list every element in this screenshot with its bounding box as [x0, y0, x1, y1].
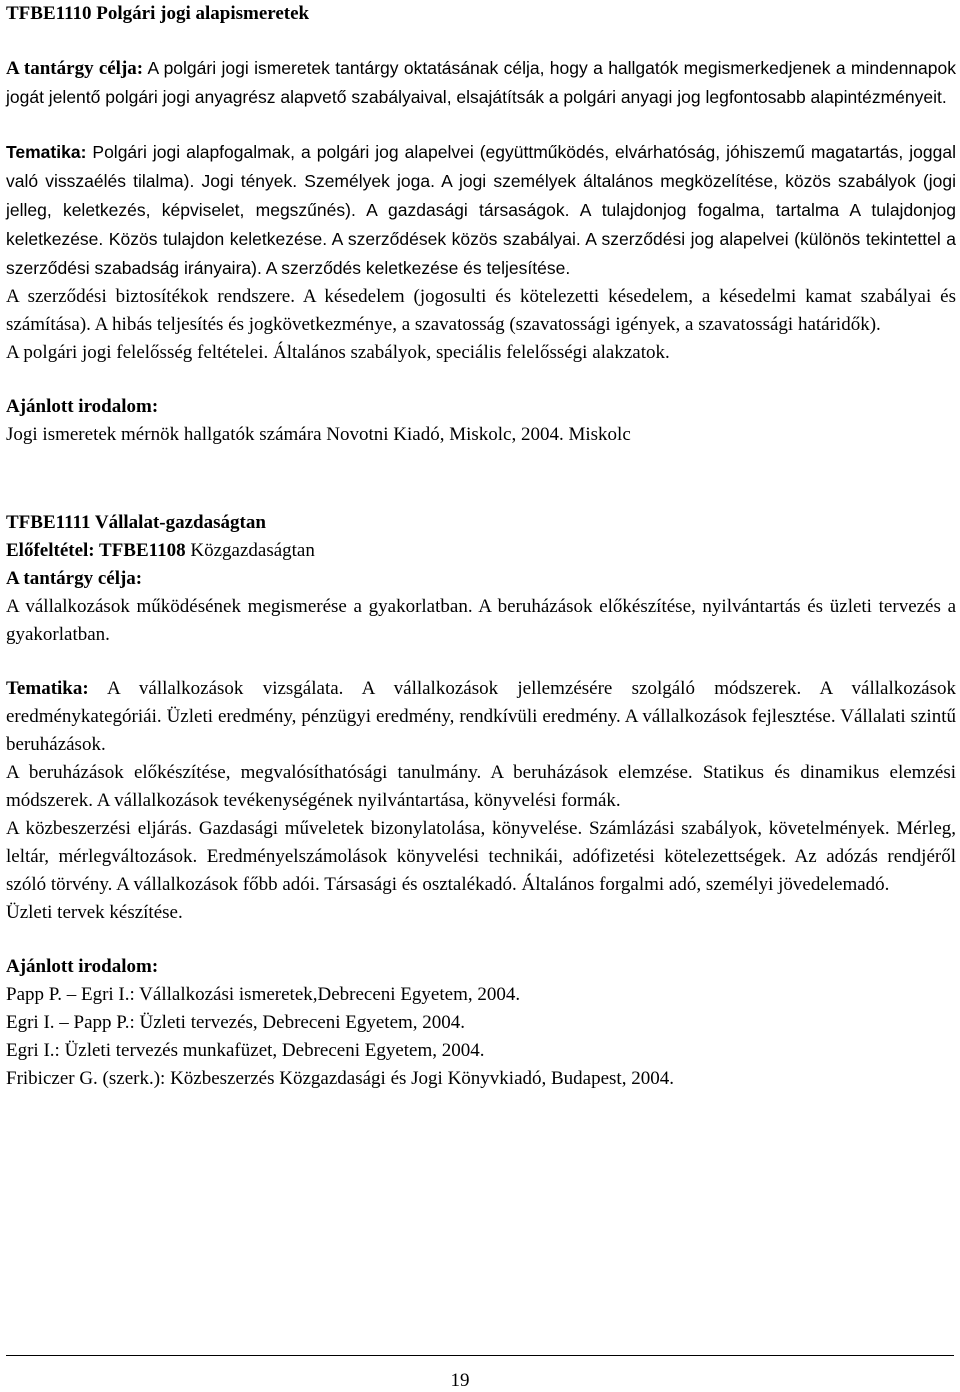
prereq-code: TFBE1108 [94, 540, 186, 561]
literature-item: Egri I.: Üzleti tervezés munkafüzet, Debreceni Egyetem, 2004. [6, 1040, 485, 1061]
course-goal-paragraph-2: A vállalkozások működésének megismerése a gyakorlatban. A beruházások előkészítése, nyilvántartás és üzleti tervezés a gyakorlatban. [6, 596, 956, 645]
course-heading-tfbe1111: TFBE1111 Vállalat-gazdaságtan [6, 512, 266, 533]
topics-paragraph-2: A szerződési biztosítékok rendszere. A késedelem (jogosulti és kötelezetti késedelem, a késedelmi kamat szabályai és számítása). A hibás teljesítés és jogkövetkezménye, a szavatosság (szavatossági igények, a szavatossági határidők). [6, 286, 956, 335]
topics-paragraph-s2 [6, 675, 956, 759]
topics-text: Polgári jogi alapfogalmak, a polgári jog alapelvei (együttműködés, elvárhatóság, jóhiszemű magatartás, joggal való visszaélés tilalma). Jogi tények. Személyek joga. A jogi személyek általános megközelítése, közös szabályok (jogi jelleg, keletkezés, képviselet, megszűnés). A gazdasági társaságok. A tulajdonjog fogalma, tartalma A tulajdonjog keletkezése. Közös tulajdon keletkezése. A szerződések közös szabályai. A szerződési jog alapelvei (különös tekintettel a szerződési szabadság irányaira). A szerződés keletkezése és teljesítése. [6, 142, 956, 278]
goal-label: A tantárgy célja: [6, 58, 144, 79]
literature-label: Ajánlott irodalom: [6, 396, 159, 417]
topics-paragraph [6, 138, 956, 283]
footer-divider [6, 1355, 954, 1356]
goal-text: A polgári jogi ismeretek tantárgy oktatásának célja, hogy a hallgatók megismerkedjenek a mindennapok jogát jelentő polgári jogi anyagrész alapvető szabályaival, elsajátítsák a polgári anyagi jog legfontosabb alapintézményeit. [6, 58, 956, 107]
literature-item: Fribiczer G. (szerk.): Közbeszerzés Közgazdasági és Jogi Könyvkiadó, Budapest, 2004. [6, 1068, 674, 1089]
page-number: 19 [450, 1370, 470, 1391]
prereq-label: Előfeltétel: [6, 540, 95, 561]
topics-text-s2-3: A közbeszerzési eljárás. Gazdasági műveletek bizonylatolása, könyvelése. Számlázási szabályok, követelmények. Mérleg, leltár, mérlegváltozások. Eredményelszámolások könyvelési technikái, adófizetési kötelezettségek. Az adózás rendjéről szóló törvény. A vállalkozások főbb adói. Társasági és osztalékadó. Általános forgalmi adó, személyi jövedelemadó. [6, 818, 956, 895]
literature-item: Papp P. – Egri I.: Vállalkozási ismeretek,Debreceni Egyetem, 2004. [6, 984, 521, 1005]
literature-item: Egri I. – Papp P.: Üzleti tervezés, Debreceni Egyetem, 2004. [6, 1012, 466, 1033]
literature-label-2: Ajánlott irodalom: [6, 956, 159, 977]
topics-paragraph-3: A polgári jogi felelősség feltételei. Általános szabályok, speciális felelősségi alakzatok. [6, 342, 670, 363]
prerequisite-line [6, 537, 956, 565]
topics-text-s2-1: A vállalkozások vizsgálata. A vállalkozások jellemzésére szolgáló módszerek. A vállalkozások eredménykategóriái. Üzleti eredmény, pénzügyi eredmény, rendkívüli eredmény. A vállalkozások fejlesztése. Vállalati szintű beruházások. [6, 678, 956, 755]
literature-item: Jogi ismeretek mérnök hallgatók számára Novotni Kiadó, Miskolc, 2004. Miskolc [6, 424, 631, 445]
topics-text-s2-4: Üzleti tervek készítése. [6, 902, 183, 923]
goal-label-2: A tantárgy célja: [6, 568, 143, 589]
course-heading-tfbe1110: TFBE1110 Polgári jogi alapismeretek [6, 3, 310, 24]
topics-text-s2-2: A beruházások előkészítése, megvalósíthatósági tanulmány. A beruházások elemzése. Statikus és dinamikus elemzési módszerek. A vállalkozások tevékenységének nyilvántartása, könyvelési formák. [6, 762, 956, 811]
topics-label: Tematika: [6, 142, 87, 162]
prereq-name: Közgazdaságtan [185, 540, 315, 561]
document-body [6, 0, 956, 1093]
topics-label-2: Tematika: [6, 678, 89, 699]
course-goal-paragraph [6, 54, 956, 112]
